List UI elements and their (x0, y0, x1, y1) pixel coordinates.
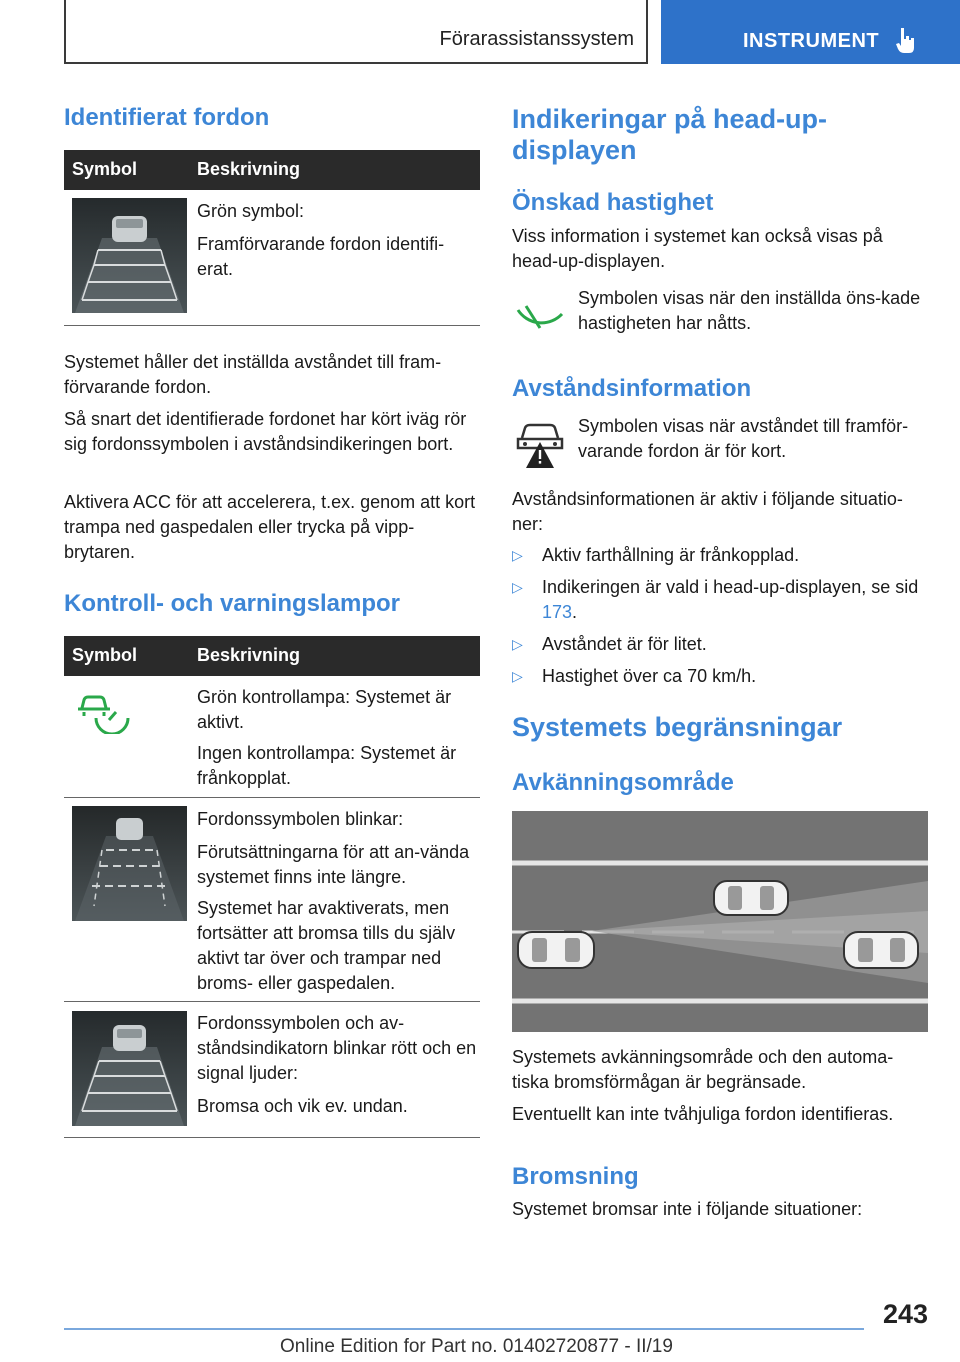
distance-warning-icon (514, 418, 566, 475)
identified-table-header (64, 150, 480, 190)
lamps-row1-active: Grön kontrollampa: Systemet är aktivt. (197, 687, 452, 732)
vehicle-detected-symbol (72, 198, 187, 313)
table-divider (64, 1137, 480, 1138)
green-acc-indicator-icon (74, 688, 134, 739)
lamps-row1-off: Ingen kontrollampa: Systemet är frånkopplat. (197, 743, 457, 788)
hud-heading: Indikeringar på head-up-displayen (512, 104, 828, 165)
paragraph-activate-acc: Aktivera ACC för att accelerera, t.ex. genom att kort trampa ned gaspedalen eller trycka på vipp-brytaren. (64, 492, 476, 562)
table-divider (64, 325, 480, 326)
col-symbol: Symbol (72, 159, 138, 179)
identified-row-line1: Grön symbol: (197, 201, 305, 221)
range-text-2: Eventuellt kan inte tvåhjuliga fordon identifieras. (512, 1104, 894, 1124)
identified-vehicle-heading: Identifierat fordon (64, 104, 270, 131)
lamps-table-header (64, 636, 480, 676)
page-number: 243 (882, 1299, 928, 1329)
braking-heading: Bromsning (512, 1163, 639, 1190)
desired-speed-heading: Önskad hastighet (512, 189, 714, 216)
lamps-row2-deactivated: Systemet har avaktiverats, men fortsätter att bromsa tills du själv aktivt tar över och trampar ned broms- eller gaspedalen. (197, 898, 456, 993)
list-item: ▷ Hastighet över ca 70 km/h. (512, 664, 928, 689)
bullet-triangle-icon: ▷ (512, 579, 523, 595)
footer-divider (64, 1328, 864, 1330)
speed-reached-icon (512, 294, 566, 343)
pointing-hand-icon (895, 26, 917, 59)
bullet-triangle-icon: ▷ (512, 547, 523, 563)
speed-symbol-text: Symbolen visas när den inställda öns-kade hastigheten har nåtts. (578, 288, 921, 333)
lamps-heading: Kontroll- och varningslampor (64, 590, 401, 617)
header-tab-instrument[interactable] (661, 0, 960, 64)
footer-edition: Online Edition for Part no. 01402720877 - II/19 (280, 1336, 673, 1357)
table-divider (64, 797, 480, 798)
list-item: ▷ Aktiv farthållning är frånkopplad. (512, 543, 928, 568)
lamps-row3-blinks-red: Fordonssymbolen och av-ståndsindikatorn blinkar rött och en signal ljuder: (197, 1013, 477, 1083)
range-text-1: Systemets avkänningsområde och den automa-tiska bromsförmågan är begränsade. (512, 1047, 894, 1092)
bullet-triangle-icon: ▷ (512, 636, 523, 652)
paragraph-vehicle-leaves: Så snart det identifierade fordonet har kört iväg rör sig fordonssymbolen i avståndsindikeringen bort. (64, 409, 467, 454)
lamps-row3-brake: Bromsa och vik ev. undan. (197, 1096, 408, 1116)
distance-info-heading: Avståndsinformation (512, 375, 752, 402)
braking-text: Systemet bromsar inte i följande situationer: (512, 1199, 863, 1219)
table-divider (64, 1001, 480, 1002)
list-item: ▷ Avståndet är för litet. (512, 632, 928, 657)
col-symbol: Symbol (72, 645, 138, 665)
lamps-row2-blinks: Fordonssymbolen blinkar: (197, 809, 404, 829)
col-description: Beskrivning (197, 645, 301, 665)
distance-warning-symbol (72, 1011, 187, 1126)
list-item: ▷ Indikeringen är vald i head-up-displayen, se sid 173. (512, 577, 919, 622)
detection-range-illustration (512, 811, 928, 1032)
distance-symbol-text: Symbolen visas när avståndet till framför-varande fordon är för kort. (578, 416, 909, 461)
header-section-title: Förarassistanssystem (439, 28, 634, 50)
header-tab-label: INSTRUMENT (743, 30, 880, 52)
limits-heading: Systemets begränsningar (512, 712, 843, 742)
lamps-row2-conditions: Förutsättningarna för att an-vända systemet finns inte längre. (197, 842, 470, 887)
paragraph-keeps-distance: Systemet håller det inställda avståndet till fram-förvarande fordon. (64, 352, 442, 397)
range-heading: Avkänningsområde (512, 769, 734, 796)
col-description: Beskrivning (197, 159, 301, 179)
page-ref-link[interactable]: 173 (542, 602, 573, 622)
identified-row-line2: Framförvarande fordon identifi-erat. (197, 234, 445, 279)
hud-intro: Viss information i systemet kan också visas på head-up-displayen. (512, 226, 883, 271)
vehicle-blinking-symbol (72, 806, 187, 921)
bullet-triangle-icon: ▷ (512, 668, 523, 684)
distance-active-text: Avståndsinformationen är aktiv i följande situatio-ner: (512, 489, 903, 534)
